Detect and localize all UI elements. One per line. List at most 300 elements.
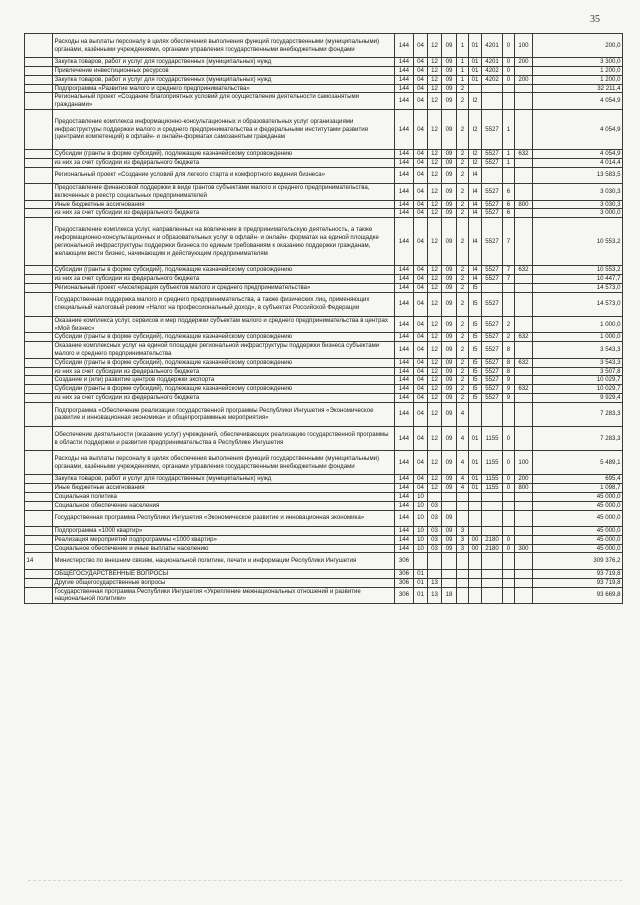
section-code: 04 [414, 184, 428, 201]
expense-type-code: 800 [515, 484, 533, 493]
amount-value: 93 669,8 [533, 587, 623, 604]
budget-table-body [25, 34, 623, 604]
expense-name: из них за счет субсидии из федерального бюджета [53, 275, 395, 284]
expense-type-code [515, 376, 533, 385]
budget-table [24, 33, 623, 604]
program-code: 09 [442, 510, 457, 527]
expense-type-code: 632 [515, 266, 533, 275]
subsection-code: 12 [428, 394, 442, 403]
ministry-code: 144 [395, 167, 414, 184]
project-code: I5 [469, 333, 482, 342]
direction-code: 5527 [482, 394, 503, 403]
project-code: I4 [469, 209, 482, 218]
program-code: 09 [442, 283, 457, 292]
detail-code [503, 501, 515, 510]
ministry-code: 144 [395, 316, 414, 333]
project-code: 01 [469, 34, 482, 58]
project-code: I4 [469, 218, 482, 266]
detail-code: 0 [503, 475, 515, 484]
expense-name: Обеспечение деятельности (оказание услуг) учреждений, обеспечивающих реализацию государственной программы в области поддержки и развития предпринимательства в Республике Ингушетия [53, 426, 395, 450]
ministry-code: 144 [395, 93, 414, 110]
project-code: 01 [469, 484, 482, 493]
table-row [25, 501, 623, 510]
expense-type-code: 632 [515, 149, 533, 158]
section-code: 10 [414, 535, 428, 544]
program-code: 09 [442, 292, 457, 316]
project-code [469, 553, 482, 570]
row-number [25, 149, 53, 158]
expense-name: Региональный проект «Акселерация субъектов малого и среднего предпринимательства» [53, 283, 395, 292]
subsection-code: 12 [428, 209, 442, 218]
subsection-code: 12 [428, 451, 442, 475]
detail-code: 0 [503, 451, 515, 475]
detail-code: 2 [503, 316, 515, 333]
detail-code [503, 553, 515, 570]
section-code: 04 [414, 402, 428, 426]
expense-name: из них за счет субсидии из федерального бюджета [53, 394, 395, 403]
direction-code [482, 527, 503, 536]
program-code: 09 [442, 84, 457, 93]
program-code: 09 [442, 342, 457, 359]
detail-code [503, 283, 515, 292]
amount-value: 1 000,0 [533, 316, 623, 333]
expense-name: Оказание комплексных услуг на единой площадке региональной инфраструктуры поддержки бизнеса субъектами малого и среднего предпринимательства [53, 342, 395, 359]
expense-name: Предоставление комплекса услуг, направленных на вовлечение в предпринимательскую деятельность, а также информационно-консультационных и образовательных услуг в офлайн- и онлайн- форматах на единой площадке региональной инфраструктуры поддержки бизнеса по единым требованиям к оказанию поддержки гражданам, желающим вести бизнес, начинающим и действующим предпринимателям [53, 218, 395, 266]
project-code: I4 [469, 275, 482, 284]
detail-code: 7 [503, 266, 515, 275]
ministry-code: 144 [395, 209, 414, 218]
subprogram-code: 2 [457, 167, 469, 184]
table-row [25, 385, 623, 394]
table-row [25, 184, 623, 201]
expense-type-code: 200 [515, 475, 533, 484]
expense-name: Социальное обеспечение населения [53, 501, 395, 510]
project-code [469, 501, 482, 510]
expense-type-code [515, 510, 533, 527]
section-code: 04 [414, 484, 428, 493]
row-number [25, 266, 53, 275]
program-code: 09 [442, 394, 457, 403]
program-code: 18 [442, 587, 457, 604]
project-code: I2 [469, 109, 482, 149]
subsection-code: 12 [428, 333, 442, 342]
program-code: 09 [442, 376, 457, 385]
section-code: 01 [414, 569, 428, 578]
ministry-code: 144 [395, 66, 414, 75]
project-code: I5 [469, 385, 482, 394]
program-code: 09 [442, 475, 457, 484]
program-code: 09 [442, 385, 457, 394]
section-code: 04 [414, 158, 428, 167]
subprogram-code: 2 [457, 394, 469, 403]
row-number [25, 367, 53, 376]
amount-value: 45 000,0 [533, 544, 623, 553]
direction-code [482, 578, 503, 587]
subprogram-code: 2 [457, 316, 469, 333]
ministry-code: 144 [395, 426, 414, 450]
direction-code: 5527 [482, 158, 503, 167]
subprogram-code: 2 [457, 209, 469, 218]
direction-code: 5527 [482, 200, 503, 209]
detail-code: 0 [503, 75, 515, 84]
row-number [25, 569, 53, 578]
row-number: 14 [25, 553, 53, 570]
amount-value: 5 489,1 [533, 451, 623, 475]
subprogram-code [457, 501, 469, 510]
project-code: 01 [469, 475, 482, 484]
detail-code: 1 [503, 158, 515, 167]
table-row [25, 333, 623, 342]
row-number [25, 426, 53, 450]
subprogram-code: 2 [457, 84, 469, 93]
subprogram-code: 3 [457, 527, 469, 536]
program-code [442, 553, 457, 570]
table-row [25, 209, 623, 218]
detail-code: 6 [503, 209, 515, 218]
subsection-code: 03 [428, 527, 442, 536]
subprogram-code: 2 [457, 93, 469, 110]
section-code: 04 [414, 316, 428, 333]
program-code [442, 492, 457, 501]
project-code: 01 [469, 451, 482, 475]
expense-type-code: 200 [515, 75, 533, 84]
row-number [25, 93, 53, 110]
detail-code [503, 510, 515, 527]
table-row [25, 492, 623, 501]
section-code: 04 [414, 75, 428, 84]
expense-name: ОБЩЕГОСУДАРСТВЕННЫЕ ВОПРОСЫ [53, 569, 395, 578]
program-code: 09 [442, 484, 457, 493]
project-code: I4 [469, 200, 482, 209]
ministry-code: 144 [395, 367, 414, 376]
row-number [25, 376, 53, 385]
expense-type-code: 300 [515, 544, 533, 553]
table-row [25, 426, 623, 450]
detail-code: 9 [503, 394, 515, 403]
subsection-code: 12 [428, 426, 442, 450]
subprogram-code: 2 [457, 158, 469, 167]
table-row [25, 218, 623, 266]
expense-name: Подпрограмма «Развитие малого и среднего предпринимательства» [53, 84, 395, 93]
section-code: 04 [414, 333, 428, 342]
row-number [25, 283, 53, 292]
subprogram-code: 4 [457, 451, 469, 475]
row-number [25, 342, 53, 359]
table-row [25, 587, 623, 604]
detail-code [503, 527, 515, 536]
direction-code [482, 402, 503, 426]
direction-code: 2180 [482, 544, 503, 553]
ministry-code: 144 [395, 149, 414, 158]
subprogram-code: 4 [457, 475, 469, 484]
program-code: 09 [442, 149, 457, 158]
amount-value: 1 200,0 [533, 66, 623, 75]
subsection-code: 12 [428, 358, 442, 367]
table-row [25, 200, 623, 209]
subprogram-code: 2 [457, 200, 469, 209]
subprogram-code: 3 [457, 535, 469, 544]
program-code: 09 [442, 544, 457, 553]
detail-code: 0 [503, 426, 515, 450]
direction-code: 4201 [482, 58, 503, 67]
ministry-code: 144 [395, 492, 414, 501]
project-code: 01 [469, 75, 482, 84]
amount-value: 7 283,3 [533, 426, 623, 450]
subsection-code: 12 [428, 266, 442, 275]
subprogram-code: 1 [457, 34, 469, 58]
table-row [25, 149, 623, 158]
row-number [25, 333, 53, 342]
direction-code [482, 587, 503, 604]
direction-code: 2180 [482, 535, 503, 544]
table-row [25, 451, 623, 475]
expense-name: из них за счет субсидии из федерального бюджета [53, 209, 395, 218]
subsection-code: 03 [428, 501, 442, 510]
subsection-code: 12 [428, 402, 442, 426]
direction-code [482, 510, 503, 527]
section-code: 04 [414, 342, 428, 359]
project-code: 00 [469, 535, 482, 544]
row-number [25, 275, 53, 284]
table-row [25, 553, 623, 570]
row-number [25, 218, 53, 266]
subprogram-code: 2 [457, 109, 469, 149]
section-code: 04 [414, 93, 428, 110]
expense-type-code [515, 578, 533, 587]
amount-value: 14 573,0 [533, 283, 623, 292]
direction-code [482, 283, 503, 292]
subsection-code: 12 [428, 149, 442, 158]
row-number [25, 292, 53, 316]
table-row [25, 342, 623, 359]
row-number [25, 34, 53, 58]
subsection-code: 12 [428, 84, 442, 93]
program-code [442, 578, 457, 587]
expense-name: Государственная поддержка малого и среднего предпринимательства, а также физических лиц, применяющих специальный налоговый режим «Налог на профессиональный доход», в субъектах Российской Федерации [53, 292, 395, 316]
amount-value: 4 054,9 [533, 149, 623, 158]
detail-code [503, 84, 515, 93]
project-code [469, 578, 482, 587]
section-code: 04 [414, 209, 428, 218]
detail-code: 8 [503, 367, 515, 376]
expense-name: Субсидии (гранты в форме субсидий), подлежащие казначейскому сопровождению [53, 358, 395, 367]
direction-code: 5527 [482, 342, 503, 359]
amount-value: 3 543,3 [533, 358, 623, 367]
row-number [25, 527, 53, 536]
table-row [25, 292, 623, 316]
detail-code: 0 [503, 544, 515, 553]
detail-code: 0 [503, 66, 515, 75]
section-code: 01 [414, 578, 428, 587]
subprogram-code: 4 [457, 484, 469, 493]
subprogram-code: 4 [457, 402, 469, 426]
amount-value: 7 283,3 [533, 402, 623, 426]
direction-code: 1155 [482, 426, 503, 450]
project-code: I2 [469, 93, 482, 110]
table-row [25, 527, 623, 536]
subprogram-code [457, 587, 469, 604]
subsection-code: 12 [428, 75, 442, 84]
subprogram-code: 2 [457, 385, 469, 394]
amount-value: 45 000,0 [533, 510, 623, 527]
table-row [25, 93, 623, 110]
subprogram-code: 2 [457, 218, 469, 266]
amount-value: 9 929,4 [533, 394, 623, 403]
table-row [25, 578, 623, 587]
amount-value: 13 583,5 [533, 167, 623, 184]
expense-name: Иные бюджетные ассигнования [53, 200, 395, 209]
detail-code [503, 402, 515, 426]
expense-type-code [515, 492, 533, 501]
expense-type-code [515, 167, 533, 184]
subsection-code: 12 [428, 283, 442, 292]
subprogram-code: 3 [457, 544, 469, 553]
section-code: 04 [414, 149, 428, 158]
ministry-code: 144 [395, 385, 414, 394]
ministry-code: 144 [395, 333, 414, 342]
subsection-code: 13 [428, 578, 442, 587]
expense-name: Расходы на выплаты персоналу в целях обеспечения выполнения функций государственными (муниципальными) органами, казёнными учреждениями, органами управления государственными внебюджетными фондами [53, 451, 395, 475]
subprogram-code [457, 569, 469, 578]
ministry-code: 306 [395, 578, 414, 587]
subprogram-code: 2 [457, 184, 469, 201]
ministry-code: 306 [395, 587, 414, 604]
subprogram-code: 2 [457, 149, 469, 158]
subsection-code: 12 [428, 475, 442, 484]
program-code: 09 [442, 75, 457, 84]
ministry-code: 144 [395, 184, 414, 201]
section-code: 04 [414, 385, 428, 394]
amount-value: 3 000,0 [533, 209, 623, 218]
expense-type-code [515, 501, 533, 510]
table-row [25, 34, 623, 58]
ministry-code: 144 [395, 394, 414, 403]
expense-type-code [515, 587, 533, 604]
subprogram-code: 2 [457, 292, 469, 316]
program-code: 09 [442, 200, 457, 209]
amount-value: 4 054,9 [533, 109, 623, 149]
detail-code [503, 93, 515, 110]
section-code: 04 [414, 376, 428, 385]
expense-type-code [515, 367, 533, 376]
expense-type-code [515, 394, 533, 403]
table-row [25, 316, 623, 333]
section-code: 04 [414, 367, 428, 376]
project-code: 01 [469, 58, 482, 67]
section-code: 10 [414, 544, 428, 553]
row-number [25, 158, 53, 167]
table-row [25, 266, 623, 275]
project-code [469, 527, 482, 536]
amount-value: 4 054,9 [533, 93, 623, 110]
direction-code [482, 84, 503, 93]
row-number [25, 358, 53, 367]
project-code: 01 [469, 426, 482, 450]
section-code: 04 [414, 109, 428, 149]
expense-type-code [515, 553, 533, 570]
expense-type-code [515, 535, 533, 544]
project-code: I4 [469, 184, 482, 201]
subprogram-code: 2 [457, 333, 469, 342]
expense-name: Субсидии (гранты в форме субсидий), подлежащие казначейскому сопровождению [53, 385, 395, 394]
program-code: 09 [442, 218, 457, 266]
amount-value: 10 553,2 [533, 266, 623, 275]
amount-value: 14 573,0 [533, 292, 623, 316]
expense-type-code [515, 184, 533, 201]
direction-code: 5527 [482, 275, 503, 284]
ministry-code: 306 [395, 553, 414, 570]
expense-type-code [515, 209, 533, 218]
expense-name: Социальная политика [53, 492, 395, 501]
section-code: 04 [414, 34, 428, 58]
detail-code: 0 [503, 58, 515, 67]
direction-code: 5527 [482, 367, 503, 376]
ministry-code: 144 [395, 402, 414, 426]
row-number [25, 209, 53, 218]
expense-name: Государственная программа Республики Ингушетия «Укрепление межнациональных отношений и развитие национальной политики» [53, 587, 395, 604]
project-code: I5 [469, 358, 482, 367]
subprogram-code: 4 [457, 426, 469, 450]
expense-name: Реализация мероприятий подпрограммы «1000 квартир» [53, 535, 395, 544]
ministry-code: 144 [395, 358, 414, 367]
expense-name: Региональный проект «Создание условий для легкого старта и комфортного ведения бизнеса» [53, 167, 395, 184]
row-number [25, 75, 53, 84]
expense-name: Другие общегосударственные вопросы [53, 578, 395, 587]
row-number [25, 316, 53, 333]
expense-type-code [515, 84, 533, 93]
ministry-code: 144 [395, 266, 414, 275]
expense-name: Субсидии (гранты в форме субсидий), подлежащие казначейскому сопровождению [53, 333, 395, 342]
subsection-code: 12 [428, 342, 442, 359]
detail-code: 9 [503, 385, 515, 394]
amount-value: 3 300,0 [533, 58, 623, 67]
expense-name: Расходы на выплаты персоналу в целях обеспечения выполнения функций государственными (муниципальными) органами, казёнными учреждениями, органами управления государственными внебюджетными фондами [53, 34, 395, 58]
expense-type-code [515, 316, 533, 333]
section-code: 04 [414, 275, 428, 284]
detail-code: 0 [503, 535, 515, 544]
amount-value: 45 000,0 [533, 527, 623, 536]
project-code [469, 84, 482, 93]
row-number [25, 167, 53, 184]
program-code: 09 [442, 402, 457, 426]
expense-name: Региональный проект «Создание благоприятных условий для осуществления деятельности самозанятыми гражданами» [53, 93, 395, 110]
section-code: 04 [414, 266, 428, 275]
expense-name: из них за счет субсидии из федерального бюджета [53, 158, 395, 167]
section-code: 10 [414, 501, 428, 510]
detail-code: 6 [503, 184, 515, 201]
amount-value: 695,4 [533, 475, 623, 484]
expense-type-code [515, 402, 533, 426]
expense-type-code [515, 66, 533, 75]
program-code: 09 [442, 93, 457, 110]
program-code: 09 [442, 275, 457, 284]
amount-value: 45 000,0 [533, 501, 623, 510]
row-number [25, 394, 53, 403]
direction-code: 5527 [482, 184, 503, 201]
program-code: 09 [442, 367, 457, 376]
table-row [25, 167, 623, 184]
row-number [25, 578, 53, 587]
subsection-code [428, 569, 442, 578]
subprogram-code: 2 [457, 283, 469, 292]
ministry-code: 306 [395, 569, 414, 578]
subsection-code [428, 492, 442, 501]
table-row [25, 402, 623, 426]
project-code [469, 510, 482, 527]
direction-code: 5527 [482, 385, 503, 394]
expense-type-code: 632 [515, 385, 533, 394]
section-code: 04 [414, 218, 428, 266]
